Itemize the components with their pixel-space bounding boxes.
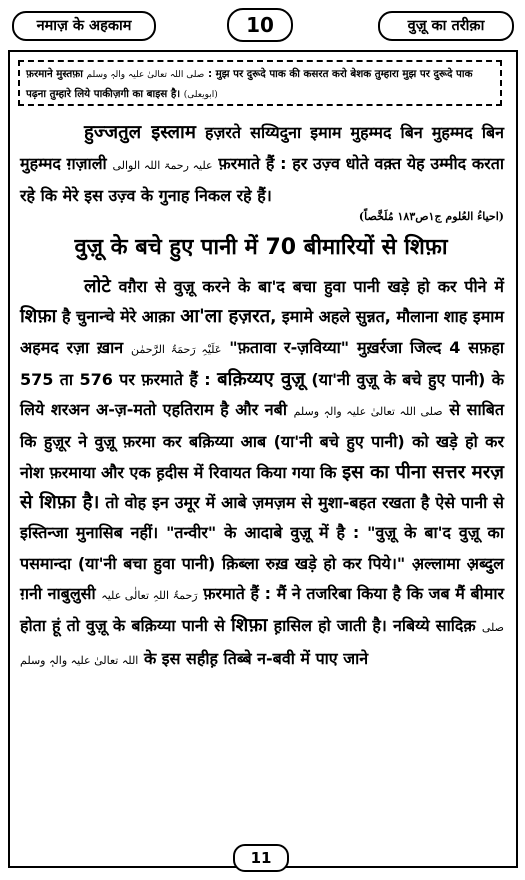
notice-label: फ़रमाने मुस्तफ़ा	[26, 68, 83, 80]
para2-bold: इस का पीना सत्तर मरज़ से शिफ़ा है।	[20, 461, 504, 514]
notice-salawat: صلی اللہ تعالیٰ علیہ والہٖ وسلم	[86, 70, 205, 80]
para2-text: (या'नी वुज़ू के बचे हुए पानी) के लिये शरअन अ-ज़-मतो एहतिराम है और नबी	[20, 369, 504, 420]
para2-bold: बक़िय्यए वुज़ू	[217, 368, 305, 390]
para2-text: , इमामे अहले सुन्नत, मौलाना शाह इमाम अहमद रज़ा ख़ान	[20, 307, 504, 357]
page-frame	[8, 50, 518, 868]
para1-text-b: फ़रमाते हैं : हर उज़्व धोते वक़्त येह उम्मीद करता रहे कि मेरे इस उज़्व के गुनाह निकल रहे हैं।	[20, 153, 504, 205]
paragraph-2	[20, 272, 504, 676]
notice-text: : मुझ पर दुरूदे पाक की कसरत करो बेशक तुम्हारा मुझ पर दुरूदे पाक पढ़ना तुम्हारे लिये पाकीज़गी का बाइस है।	[26, 68, 473, 100]
page-number: 10	[227, 8, 293, 42]
para2-arabic: رَحمۃُ اللہِ تعالٰی علیہ	[101, 588, 198, 602]
book-title: नमाज़ के अहकाम	[12, 11, 156, 41]
footer-page-number: 11	[233, 844, 289, 872]
para2-text: तो वोह इन उमूर में आबे ज़मज़म से मुशा-बहत रखता है ऐसे पानी से इस्तिन्जा मुनासिब नहीं। "तन्वीर" के आदाबे वुज़ू में है : "वुज़ू के बा'द वुज़ू का पसमान्दा (या'नी बचा हुवा पानी) क़िब्ला रुख़ खड़े हो कर पिये।" अ़ल्लामा अ़ब्दुल ग़नी नाबुलुसी	[20, 493, 504, 603]
para2-lead: लोटे	[84, 276, 111, 297]
para2-bold: शिफ़ा	[20, 306, 57, 328]
para2-text: से साबित कि हुज़ूर ने वुज़ू फ़रमा कर बक़िय्या आब (या'नी बचे हुए पानी) को खड़े हो कर नोश फ़रमाया और एक ह़दीस में रिवायत किया गया कि	[20, 400, 504, 482]
para1-text-a: हज़रते सय्यिदुना इमाम मुहम्मद बिन मुहम्मद बिन मुहम्मद ग़ज़ाली	[20, 123, 505, 173]
para2-arabic: صلی اللہ تعالیٰ علیہ والہٖ وسلم	[20, 621, 504, 667]
section-heading: वुज़ू के बचे हुए पानी में 70 बीमारियों से शिफ़ा	[74, 235, 448, 260]
para2-text: के इस सहीह़ तिब्बे न-बवी में पाए जाने	[143, 648, 369, 668]
para1-honorific: علیہ رحمۃ اللہ الوالی	[112, 158, 213, 172]
citation: (احیاءُ العُلوم ج۱ص۱۸۳ مُلَخَّصاً)	[358, 210, 504, 223]
para2-arabic: صلی اللہ تعالیٰ علیہ والہٖ وسلم	[293, 405, 443, 419]
para2-text: फ़रमाते हैं : मैं ने तजरिबा किया है कि जब मैं बीमार होता हूं तो वुज़ू के बक़िय्या पानी से	[20, 583, 505, 636]
notice-source: (ابویعلی)	[183, 90, 218, 100]
para2-arabic: عَلَیْہِ رَحمَۃُ الرَّحمٰن	[130, 342, 222, 356]
para1-lead: हुज्जतुल इस्लाम	[84, 122, 196, 143]
para2-text: "फ़तावा र-ज़विय्या" मुख़र्रजा जिल्द 4 सफ़हा 575 ता 576 पर फ़रमाते हैं :	[20, 337, 505, 389]
para2-text: है चुनान्चे मेरे आक़ा	[62, 307, 175, 327]
para2-text: वग़ैरा से वुज़ू करने के बा'द बचा हुवा पानी खड़े हो कर पीने में	[118, 277, 504, 296]
para2-bold: आ'ला हज़रत	[180, 306, 271, 328]
chapter-title: वुज़ू का तरीक़ा	[378, 11, 514, 41]
page-header	[8, 8, 517, 42]
paragraph-1	[20, 118, 504, 212]
para2-bold: शिफ़ा	[231, 615, 268, 637]
notice-box	[18, 60, 502, 106]
para2-text: ह़ासिल हो जाती है। नबिय्ये सादिक़	[273, 616, 476, 636]
